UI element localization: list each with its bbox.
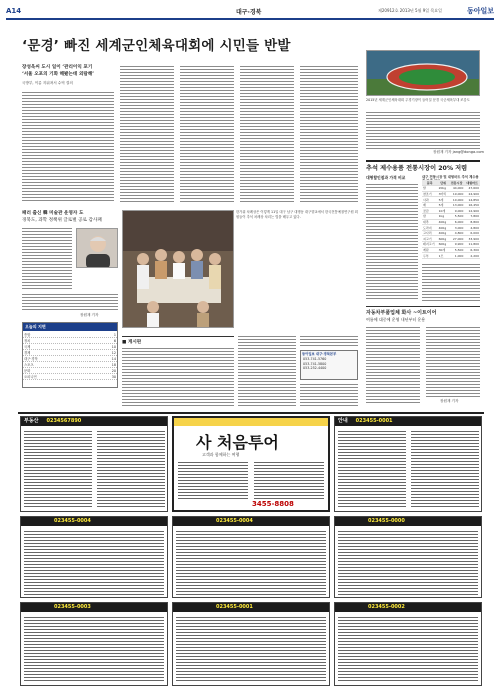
price-table-cell: 6,000 bbox=[449, 219, 465, 225]
price-table-cell: 27,000 bbox=[449, 236, 465, 242]
price-table-cell: 사과 bbox=[422, 197, 438, 203]
main-kicker-1: 장성욱씨 도시 일이 ‘관리이익 포기 bbox=[22, 65, 93, 70]
contents-section: 경제 bbox=[23, 350, 90, 356]
ad-bot-center-band bbox=[173, 603, 329, 612]
ad-mid-left[interactable] bbox=[20, 516, 168, 598]
price-table-header: 품목 bbox=[422, 180, 438, 186]
ad-bot-left[interactable] bbox=[20, 602, 168, 686]
price-table-cell: 9,900 bbox=[449, 242, 465, 248]
bottom-story-byline: 장원재 기자 bbox=[440, 399, 459, 403]
group-photo-illustration bbox=[123, 211, 234, 328]
price-table-cell: 1kg bbox=[438, 214, 449, 220]
price-table-cell: 3마리 bbox=[438, 191, 449, 197]
contact-phone-1: 053-741-5760 bbox=[303, 357, 327, 362]
price-table-cell: 33,900 bbox=[464, 236, 480, 242]
ads-divider bbox=[18, 412, 484, 414]
bottom-story-subhead: 여름에 대중에 운영 내년부터 운용 bbox=[366, 317, 426, 322]
price-table-cell: 밤 bbox=[422, 214, 438, 220]
contents-page: 20 bbox=[90, 368, 117, 374]
price-table-cell: 1,000 bbox=[449, 253, 465, 259]
price-table-cell: 도라지 bbox=[422, 225, 438, 231]
price-table-cell: 1모 bbox=[438, 253, 449, 259]
ad-top-left-label: 부동산 bbox=[24, 418, 39, 424]
contents-box bbox=[22, 322, 118, 388]
contents-row[interactable] bbox=[23, 374, 117, 380]
main-kicker-2: ‘서울 오포의 기화 해봤는데 외람해’ bbox=[22, 72, 95, 77]
page-header bbox=[6, 6, 494, 20]
price-table-box bbox=[422, 175, 480, 259]
price-table-cell: 두부 bbox=[422, 253, 438, 259]
price-table-cell: 16,450 bbox=[464, 202, 480, 208]
price-table-cell: 참조기 bbox=[422, 191, 438, 197]
stadium-photo bbox=[366, 50, 480, 96]
portrait-story-body bbox=[22, 226, 72, 290]
ad-bot-center-phone: 023455-0001 bbox=[216, 604, 253, 610]
price-table-cell: 대추 bbox=[422, 219, 438, 225]
ad-mid-center-band bbox=[173, 517, 329, 526]
price-table-header: 대형마트 bbox=[464, 180, 480, 186]
price-table-cell: 400g bbox=[438, 225, 449, 231]
contents-table bbox=[23, 332, 117, 380]
ad-bot-center[interactable] bbox=[172, 602, 330, 686]
newspaper-logo: 동아일보 bbox=[466, 6, 494, 15]
price-table-cell: 600g bbox=[438, 242, 449, 248]
contents-page: 18 bbox=[90, 362, 117, 368]
contents-page: 30 bbox=[90, 374, 117, 380]
ad-top-left-band bbox=[21, 417, 167, 426]
festival-body bbox=[366, 182, 418, 300]
price-table-cell: 3,000 bbox=[449, 225, 465, 231]
ad-top-right-text-1 bbox=[338, 429, 406, 509]
bottom-story-body-2 bbox=[426, 325, 480, 397]
price-table-cell: 7,800 bbox=[464, 214, 480, 220]
ad-mid-center[interactable] bbox=[172, 516, 330, 598]
ad-bot-right-band bbox=[335, 603, 481, 612]
contents-page: 14 bbox=[90, 356, 117, 362]
price-table-row bbox=[422, 253, 480, 259]
price-table-cell: 6,300 bbox=[464, 247, 480, 253]
ad-mid-left-text bbox=[24, 529, 164, 595]
right-story-body bbox=[366, 110, 480, 150]
ad-bot-left-band bbox=[21, 603, 167, 612]
portrait-story-body-2 bbox=[22, 292, 118, 312]
price-table-cell: 6,000 bbox=[464, 230, 480, 236]
ad-mid-right[interactable] bbox=[334, 516, 482, 598]
main-headline: ‘문경’ 빠진 세계군인체육대회에 시민들 반발 bbox=[22, 38, 291, 54]
ad-mid-right-band bbox=[335, 517, 481, 526]
contact-box bbox=[300, 350, 358, 380]
ad-bot-right-phone: 023455-0002 bbox=[368, 604, 405, 610]
price-table-cell: 5개 bbox=[438, 202, 449, 208]
main-body-column-4 bbox=[240, 64, 294, 202]
briefs-title: ■ 게시판 bbox=[122, 340, 142, 345]
bottom-story-body-1 bbox=[366, 325, 420, 405]
ad-top-center-sub: 고객과 함께하는 여행 bbox=[202, 452, 240, 457]
festival-subhead: 대형할인점과 가격 비교 bbox=[366, 175, 406, 180]
price-table-cell: 20kg bbox=[438, 186, 449, 192]
column-body-a bbox=[238, 334, 296, 408]
contents-title: 오늘의 지면 bbox=[23, 323, 117, 331]
ad-bot-right[interactable] bbox=[334, 602, 482, 686]
ad-top-left-text-2 bbox=[97, 429, 165, 509]
price-table-cell: 8,800 bbox=[464, 219, 480, 225]
price-table-cell: 11,800 bbox=[464, 242, 480, 248]
column-body-c bbox=[300, 382, 358, 408]
bottom-story-rule bbox=[366, 306, 480, 307]
price-table-cell: 5,500 bbox=[449, 214, 465, 220]
contact-title: 동아일보 대구·경북본부 bbox=[302, 352, 337, 356]
price-table-cell: 47,600 bbox=[464, 186, 480, 192]
price-table-cell: 계란 bbox=[422, 247, 438, 253]
stadium-illustration bbox=[367, 51, 480, 96]
price-table-header: 단위 bbox=[438, 180, 449, 186]
section-name: 대구·경북 bbox=[236, 9, 262, 16]
issue-date: 제20912호 2013년 5월 9일 목요일 bbox=[378, 8, 442, 13]
ad-top-right[interactable] bbox=[334, 416, 482, 512]
price-table-cell: 배 bbox=[422, 202, 438, 208]
portrait-story-title: 패러 출신 韓 미술관 운영자 도 bbox=[22, 211, 84, 216]
right-story-byline: 장원재 기자 jang@donga.com bbox=[433, 150, 485, 154]
price-table-cell: 24,900 bbox=[464, 191, 480, 197]
portrait-illustration bbox=[77, 229, 118, 268]
price-table-cell: 19,000 bbox=[449, 191, 465, 197]
price-table-cell: 고사리 bbox=[422, 230, 438, 236]
portrait-photo bbox=[76, 228, 118, 268]
ad-mid-center-phone: 023455-0004 bbox=[216, 518, 253, 524]
contents-page: 10 bbox=[90, 344, 117, 350]
page-number: A14 bbox=[6, 7, 22, 15]
ad-top-right-label: 안내 bbox=[338, 418, 348, 424]
contents-page: 6 bbox=[90, 338, 117, 344]
contents-section: 스포츠 bbox=[23, 362, 90, 368]
price-table-cell: 쌀 bbox=[422, 186, 438, 192]
main-body-column-1 bbox=[22, 90, 114, 202]
briefs-body bbox=[122, 346, 234, 406]
portrait-story-byline: 장원재 기자 bbox=[80, 313, 99, 317]
ad-mid-right-phone: 023455-0000 bbox=[368, 518, 405, 524]
ad-top-center-brand: 사 처음투어 bbox=[196, 433, 279, 452]
price-table-cell: 400g bbox=[438, 219, 449, 225]
price-table-cell: 쇠고기 bbox=[422, 236, 438, 242]
ad-top-left-text-1 bbox=[24, 429, 92, 509]
contents-section: 문화 bbox=[23, 368, 90, 374]
ad-mid-right-text bbox=[338, 529, 478, 595]
contents-page: 12 bbox=[90, 350, 117, 356]
portrait-story-subtitle: 경북도, 과학 정책위 글로벌 공로 감사패 bbox=[22, 218, 102, 223]
price-table-cell: 10개 bbox=[438, 208, 449, 214]
column-body-b bbox=[300, 334, 358, 348]
price-table-cell: 44,000 bbox=[449, 186, 465, 192]
price-table-cell: 13,000 bbox=[449, 202, 465, 208]
ad-top-right-phone: 023455-0001 bbox=[355, 418, 393, 424]
contact-phone-3: 053-252-4400 bbox=[303, 366, 327, 371]
ad-top-right-band bbox=[335, 417, 481, 426]
price-table-cell: 곶감 bbox=[422, 208, 438, 214]
price-table-cell: 14,850 bbox=[464, 197, 480, 203]
main-body-column-3 bbox=[180, 64, 234, 202]
bottom-story-headline: 자동차부품업체 화사 ~이트이어 bbox=[366, 310, 437, 316]
price-table-cell: 5개 bbox=[438, 197, 449, 203]
price-table-header: 전통시장 bbox=[449, 180, 465, 186]
festival-headline: 추석 제수용품 전통시장이 20% 저렴 bbox=[366, 165, 468, 172]
ad-bot-center-text bbox=[176, 615, 326, 683]
price-table-cell: 12,900 bbox=[464, 208, 480, 214]
price-table-cell: 2,200 bbox=[464, 253, 480, 259]
price-table-cell: 600g bbox=[438, 236, 449, 242]
ad-top-right-text-2 bbox=[411, 429, 479, 509]
price-table bbox=[422, 180, 480, 259]
contents-page: 1 bbox=[90, 332, 117, 338]
contents-section: 종합 bbox=[23, 332, 90, 338]
ad-mid-left-band bbox=[21, 517, 167, 526]
price-table-title: 대구 전통시장 및 대형마트 추석 제수용 bbox=[422, 175, 479, 179]
price-table-cell: 5,500 bbox=[449, 247, 465, 253]
price-table-cell: 10,000 bbox=[449, 197, 465, 203]
ad-mid-left-phone: 023455-0004 bbox=[54, 518, 91, 524]
price-table-cell: 4,800 bbox=[449, 230, 465, 236]
ad-top-center[interactable] bbox=[172, 416, 330, 512]
stadium-photo-caption: 2015년 세계군인체육대회 주경기장이 들어설 문경 국군체육부대 조감도 bbox=[366, 98, 470, 102]
contact-phone-2: 053-741-5800 bbox=[303, 361, 327, 366]
price-table-cell: 돼지고기 bbox=[422, 242, 438, 248]
ad-bot-right-text bbox=[338, 615, 478, 683]
ad-top-center-phone: 3455-8808 bbox=[252, 500, 294, 508]
festival-body-2 bbox=[422, 262, 480, 302]
contents-section: 정치 bbox=[23, 338, 90, 344]
ad-top-center-strip bbox=[174, 418, 328, 426]
ad-top-center-text-2 bbox=[254, 460, 324, 500]
ad-top-center-text-1 bbox=[178, 460, 248, 500]
main-byline: 국방부, 이름 지워져서 수역 결의 bbox=[22, 81, 73, 85]
price-table-cell: 4,800 bbox=[464, 225, 480, 231]
ad-bot-left-phone: 023455-0003 bbox=[54, 604, 91, 610]
price-table-cell: 30개 bbox=[438, 247, 449, 253]
contents-section: 오피니언 bbox=[23, 374, 90, 380]
contents-section: 국제 bbox=[23, 344, 90, 350]
group-photo bbox=[122, 210, 234, 328]
contents-section: 대구·경북 bbox=[23, 356, 90, 362]
ad-bot-left-text bbox=[24, 615, 164, 683]
main-body-column-5 bbox=[300, 64, 358, 202]
ad-top-left-phone: 0234567890 bbox=[46, 418, 82, 424]
main-body-column-2 bbox=[120, 64, 174, 202]
price-table-cell: 400g bbox=[438, 230, 449, 236]
price-table-cell: 9,000 bbox=[449, 208, 465, 214]
group-photo-caption: 한가위 차례상은 이렇게 11일 대구 남구 대명동 대구향교에서 한국전통예절연구원 회원들이 추석 차례상 차리는 법을 배우고 있다. bbox=[236, 210, 358, 219]
ad-mid-center-text bbox=[176, 529, 326, 595]
ad-top-left[interactable] bbox=[20, 416, 168, 512]
